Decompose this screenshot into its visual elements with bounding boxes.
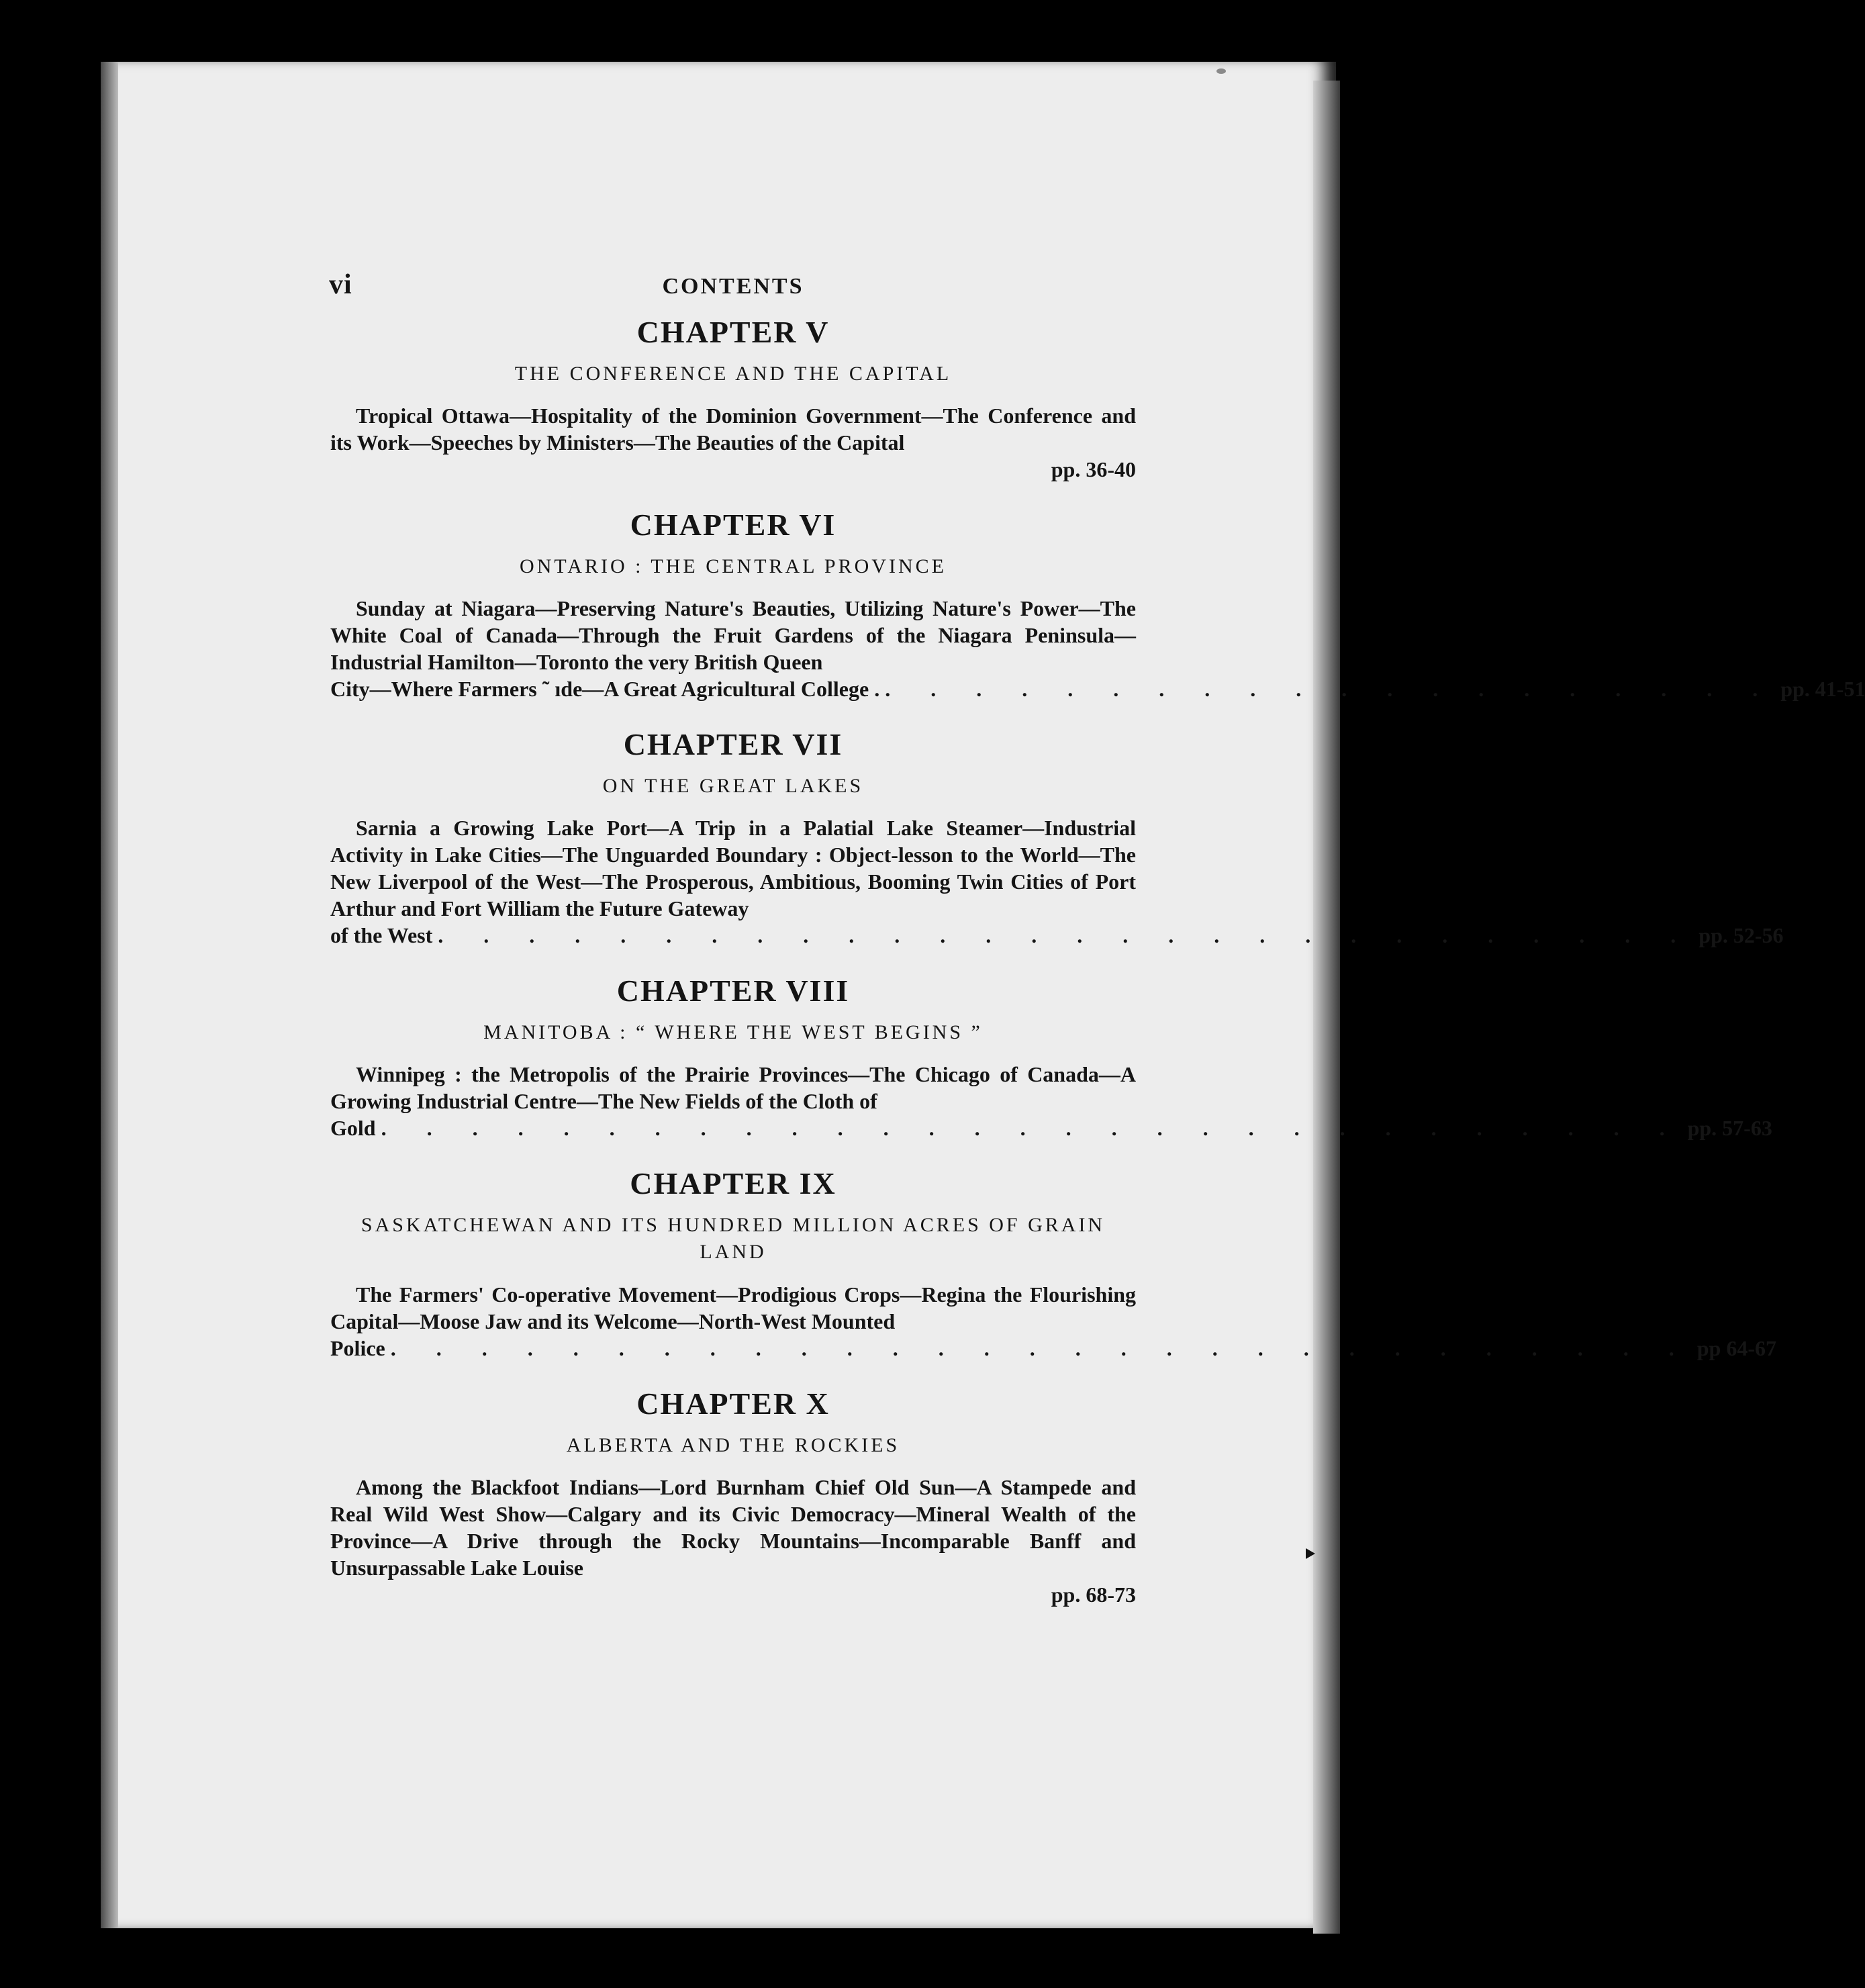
chapter-pages: pp. 36-40 xyxy=(1051,457,1136,482)
chapter-summary: Tropical Ottawa—Hospitality of the Dominion Government—The Conference and its Work—Speeches by Ministers—The Beauties of the Capital xyxy=(330,404,1136,455)
chapter-last-line xyxy=(330,1335,1776,1362)
page-marker-arrow xyxy=(1306,1548,1315,1559)
chapter-summary: Sunday at Niagara—Preserving Nature's Beauties, Utilizing Nature's Power—The White Coal of Canada—Through the Fruit Gardens of the Niagara Peninsula—Industrial Hamilton—Toronto the very British Queen xyxy=(330,596,1136,675)
chapter-subtitle: THE CONFERENCE AND THE CAPITAL xyxy=(514,362,952,385)
chapter-last-line xyxy=(330,922,1784,949)
chapter-title: CHAPTER V xyxy=(636,315,830,349)
chapter-title: CHAPTER VIII xyxy=(616,974,850,1008)
contents-page xyxy=(329,262,1865,1634)
summary-last-line: City—Where Farmers ˜ ıde—A Great Agricultural College . xyxy=(330,677,880,702)
chapter-pages: pp. 68-73 xyxy=(1051,1582,1136,1607)
chapter-subtitle: ONTARIO : THE CENTRAL PROVINCE xyxy=(520,555,947,577)
chapter-last-line xyxy=(330,1115,1772,1141)
chapter-entry xyxy=(330,508,1865,702)
chapter-last-line xyxy=(330,675,1865,702)
page-number: vi xyxy=(329,269,352,300)
chapter-title: CHAPTER IX xyxy=(630,1166,836,1201)
chapter-entry xyxy=(330,974,1772,1141)
chapter-subtitle: ON THE GREAT LAKES xyxy=(602,774,864,797)
chapter-title: CHAPTER VII xyxy=(623,727,843,762)
chapter-title: CHAPTER X xyxy=(636,1386,830,1421)
dot-leader: . . . . . . . . . . . . . . . . . . . . . . . . . . . . . xyxy=(381,1116,1682,1141)
page-edge-left xyxy=(101,62,118,1928)
chapter-subtitle: MANITOBA : “ WHERE THE WEST BEGINS ” xyxy=(483,1021,983,1043)
chapter-summary: The Farmers' Co-operative Movement—Prodigious Crops—Regina the Flourishing Capital—Moose Jaw and its Welcome—North-West Mounted xyxy=(330,1282,1136,1333)
chapter-entry xyxy=(330,1387,1136,1608)
chapter-entry xyxy=(330,316,1136,483)
summary-last-line: Gold xyxy=(330,1116,376,1141)
dot-leader: . . . . . . . . . . . . . . . . . . . . xyxy=(885,677,1776,702)
chapter-pages: pp. 57-63 xyxy=(1687,1116,1772,1141)
page-edge-right xyxy=(1313,81,1340,1934)
chapter-entry xyxy=(330,727,1784,949)
dot-leader: . . . . . . . . . . . . . . . . . . . . . . . . . . . . . xyxy=(390,1335,1692,1360)
running-head: CONTENTS xyxy=(662,274,804,299)
page-header xyxy=(330,262,1136,316)
chapter-summary: Among the Blackfoot Indians—Lord Burnham Chief Old Sun—A Stampede and Real Wild West Show—Calgary and its Civic Democracy—Mineral Wealth of the Province—A Drive through the Rocky Mountains—Incomparable Banff and Unsurpassable Lake Louise xyxy=(330,1475,1136,1580)
chapter-pages: pp. 41-51 xyxy=(1780,677,1865,702)
chapter-pages: pp 64-67 xyxy=(1696,1335,1776,1360)
chapter-subtitle: SASKATCHEWAN AND ITS HUNDRED MILLION ACRES OF GRAIN LAND xyxy=(361,1213,1106,1264)
chapter-title: CHAPTER VI xyxy=(630,508,836,542)
chapter-summary: Winnipeg : the Metropolis of the Prairie Provinces—The Chicago of Canada—A Growing Industrial Centre—The New Fields of the Cloth of xyxy=(330,1062,1136,1114)
chapter-entry xyxy=(330,1166,1776,1362)
chapter-summary: Sarnia a Growing Lake Port—A Trip in a Palatial Lake Steamer—Industrial Activity in Lake Cities—The Unguarded Boundary : Object-lesson to the World—The New Liverpool of the West—The Prosperous, Ambitious, Booming Twin Cities of Port Arthur and Fort William the Future Gateway xyxy=(330,816,1136,921)
scan-speck xyxy=(1216,68,1226,74)
dot-leader: . . . . . . . . . . . . . . . . . . . . . . . . . . . . xyxy=(438,923,1694,948)
summary-last-line: of the West xyxy=(330,923,433,948)
chapter-subtitle: ALBERTA AND THE ROCKIES xyxy=(566,1433,900,1456)
chapter-pages: pp. 52-56 xyxy=(1699,923,1784,948)
summary-last-line: Police xyxy=(330,1335,385,1360)
